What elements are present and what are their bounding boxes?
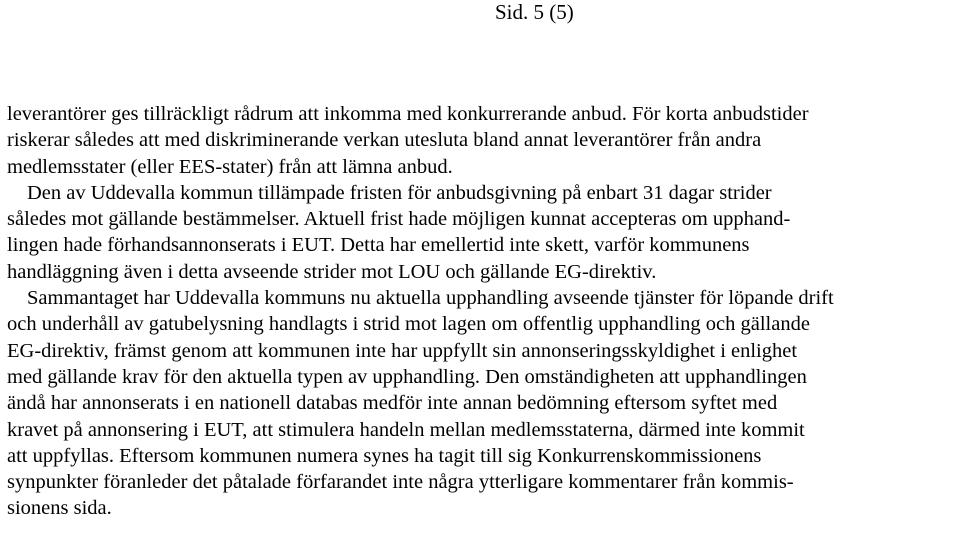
text-line: riskerar således att med diskriminerande verkan utesluta bland annat leverantörer från andra [7,129,762,152]
text-line: således mot gällande bestämmelser. Aktuell frist hade möjligen kunnat accepteras om upphand- [7,208,791,231]
text-line: sionens sida. [7,497,112,520]
paragraph-start-line: Den av Uddevalla kommun tillämpade fristen för anbudsgivning på enbart 31 dagar strider [27,181,772,204]
text-line: medlemsstater (eller EES-stater) från att lämna anbud. [7,155,453,178]
text-line: handläggning även i detta avseende strider mot LOU och gällande EG-direktiv. [7,260,657,283]
text-line: synpunkter föranleder det påtalade förfarandet inte några ytterligare kommentarer från kommis- [7,471,794,494]
text-line: EG-direktiv, främst genom att kommunen inte har uppfyllt sin annonseringsskyldighet i enlighet [7,339,798,362]
text-line: kravet på annonsering i EUT, att stimulera handeln mellan medlemsstaterna, därmed inte kommit [7,418,805,441]
page-number: Sid. 5 (5) [495,0,574,24]
paragraph-start-line: Sammantaget har Uddevalla kommuns nu aktuella upphandling avseende tjänster för löpande drift [27,287,834,310]
text-line: med gällande krav för den aktuella typen av upphandling. Den omständigheten att upphandlingen [7,365,807,388]
text-line: att uppfyllas. Eftersom kommunen numera synes ha tagit till sig Konkurrenskommissionens [7,444,762,467]
text-line: ändå har annonserats i en nationell databas medför inte annan bedömning eftersom syftet med [7,392,778,415]
text-line: leverantörer ges tillräckligt rådrum att inkomma med konkurrerande anbud. För korta anbudstider [7,103,809,125]
document-body [7,101,959,522]
text-line: lingen hade förhandsannonserats i EUT. Detta har emellertid inte skett, varför kommunens [7,234,750,257]
text-line: och underhåll av gatubelysning handlagts i strid mot lagen om offentlig upphandling och gällande [7,313,810,336]
